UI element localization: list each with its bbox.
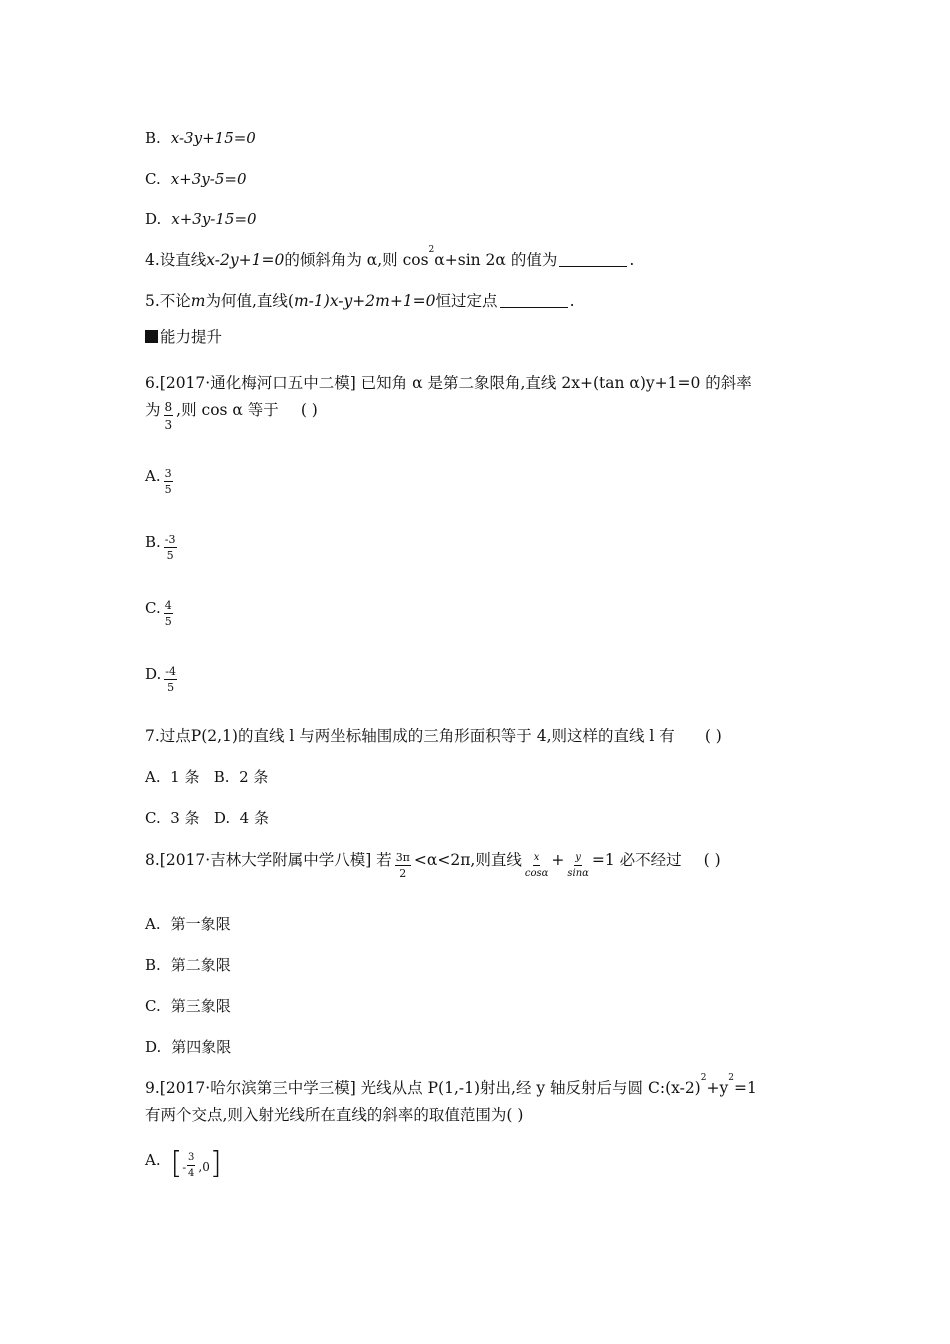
question-4: 4.设直线 x-2y+1=0 的倾斜角为 α,则 cos 2 α+sin 2α 的值为 . bbox=[145, 245, 635, 269]
question-9-line-2: 有两个交点,则入射光线所在直线的斜率的取值范围为( ) bbox=[145, 1106, 524, 1124]
answer-blank bbox=[500, 291, 568, 308]
q8-option-d: D. 第四象限 bbox=[145, 1038, 232, 1056]
q6-option-a: A. $\frac{3}{5}$ bbox=[145, 467, 172, 496]
q6-option-b: B. $\frac{-3}{5}$ bbox=[145, 533, 176, 562]
question-9-line-1: 9.[2017·哈尔滨第三中学三模] 光线从点 P(1,-1)射出,经 y 轴反射后与圆 C:(x-2) 2 +y 2 =1 bbox=[145, 1073, 757, 1097]
section-marker-icon bbox=[145, 330, 158, 343]
q6-option-c: C. $\frac{4}{5}$ bbox=[145, 599, 172, 628]
question-5: 5.不论 m 为何值,直线( m-1)x-y+2m+1=0 恒过定点 . bbox=[145, 292, 575, 310]
question-7: 7.过点 P(2,1)的直线 l 与两坐标轴围成的三角形面积等于 4,则这样的直线 l 有 ( ) bbox=[145, 727, 722, 745]
q3-option-d: D. x+3y-15=0 bbox=[145, 210, 257, 228]
q8-option-b: B. 第二象限 bbox=[145, 956, 231, 974]
q7-options-row-1: A. 1 条 B. 2 条 bbox=[145, 768, 269, 786]
section-heading: 能力提升 bbox=[145, 327, 222, 347]
answer-blank bbox=[559, 250, 627, 267]
q8-option-a: A. 第一象限 bbox=[145, 915, 231, 933]
question-6-line-1: 6.[2017·通化梅河口五中二模] 已知角 α 是第二象限角,直线 2x+(tan α)y+1=0 的斜率 bbox=[145, 374, 752, 392]
question-8: 8.[2017·吉林大学附属中学八模] 若 $\frac{3\pi}{2}$ <α<2π,则直线 $\frac{x}{\cos\alpha}$ + $\frac{y}{\sin\alpha}$ =1 必不经过 ( ) bbox=[145, 851, 721, 880]
q9-option-a: A. [ - $\frac{3}{4}$ ,0 ] bbox=[145, 1146, 222, 1181]
q6-option-d: D. $\frac{-4}{5}$ bbox=[145, 665, 176, 694]
slope-fraction: $\frac{8}{3}$ bbox=[164, 400, 173, 432]
q3-option-b: B. x-3y+15=0 bbox=[145, 129, 256, 147]
question-6-line-2: 为 $\frac{8}{3}$ ,则 cos α 等于 ( ) bbox=[145, 400, 318, 432]
q3-option-c: C. x+3y-5=0 bbox=[145, 170, 247, 188]
q7-options-row-2: C. 3 条 D. 4 条 bbox=[145, 809, 269, 827]
q8-option-c: C. 第三象限 bbox=[145, 997, 231, 1015]
